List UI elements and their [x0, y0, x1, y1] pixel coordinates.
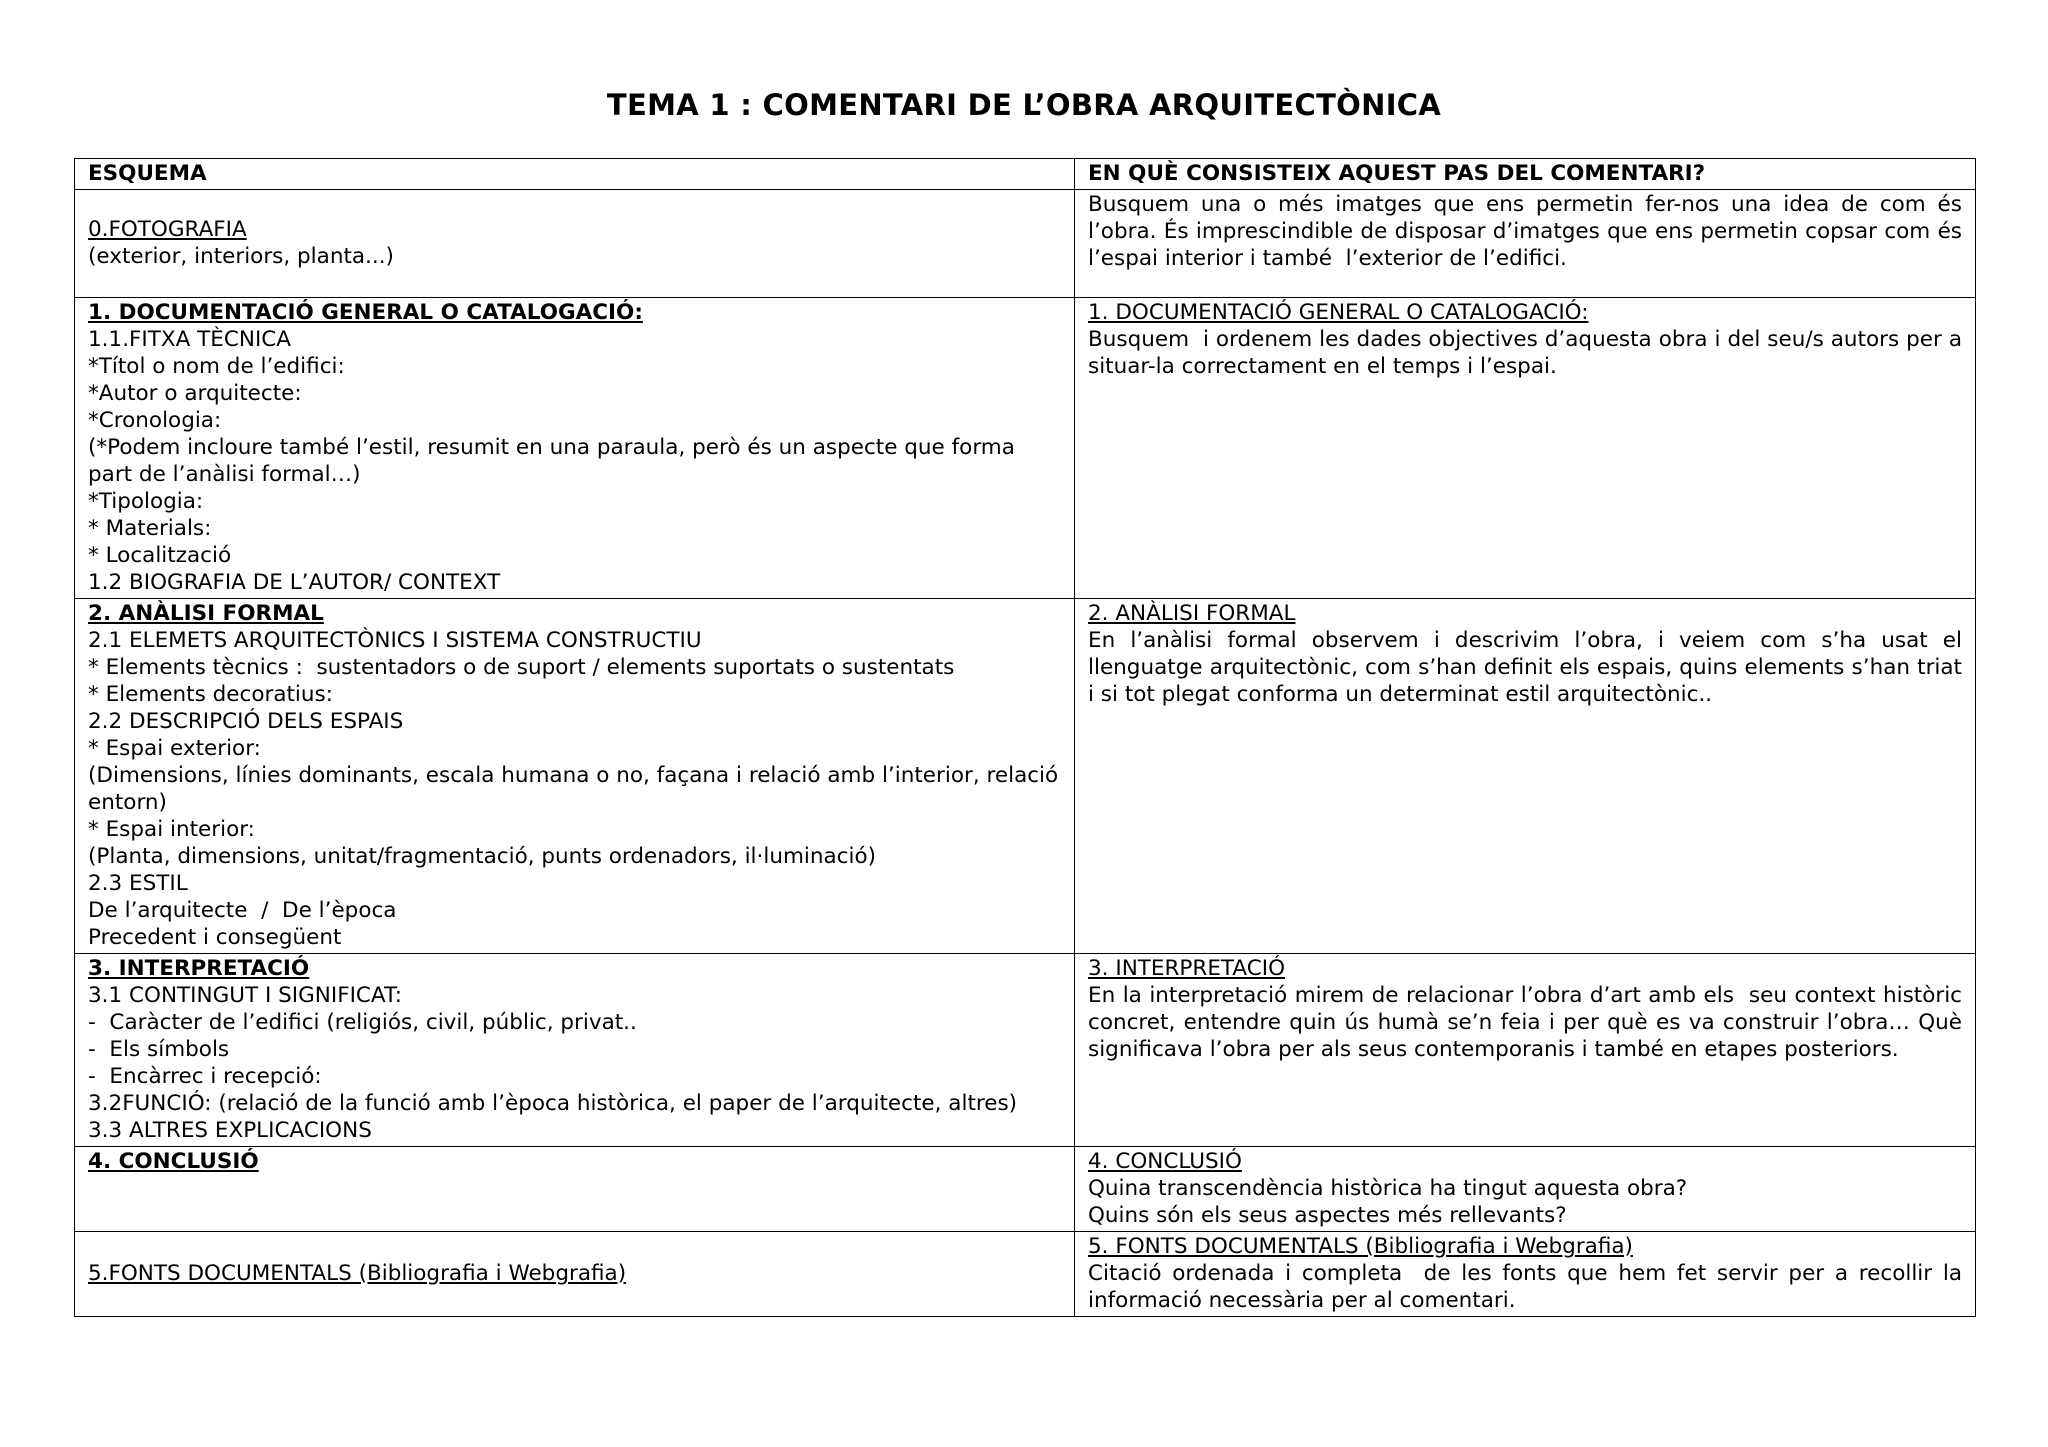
scheme-line: - Encàrrec i recepció:: [88, 1064, 322, 1089]
description-text: En l’anàlisi formal observem i descrivim l’obra, i veiem com s’ha usat el llenguatge arquitectònic, com s’han definit els espais, quins elements s’han triat i si tot plegat conforma un determinat estil arquitectònic..: [1088, 628, 1969, 707]
scheme-line: Precedent i consegüent: [88, 925, 342, 950]
section-heading: 0.FOTOGRAFIA: [88, 217, 247, 242]
scheme-line: 1.2 BIOGRAFIA DE L’AUTOR/ CONTEXT: [88, 570, 501, 595]
section-heading: 4. CONCLUSIÓ: [1088, 1149, 1242, 1174]
table-row: [75, 190, 1976, 298]
scheme-line: 2.2 DESCRIPCIÓ DELS ESPAIS: [88, 709, 404, 734]
description-cell-analisi-formal: [1075, 599, 1976, 954]
description-cell-interpretacio: [1075, 954, 1976, 1147]
section-heading: 1. DOCUMENTACIÓ GENERAL O CATALOGACIÓ:: [1088, 300, 1589, 325]
scheme-line: 3.2FUNCIÓ: (relació de la funció amb l’època històrica, el paper de l’arquitecte, altres): [88, 1091, 1018, 1116]
description-cell-fotografia: [1075, 190, 1976, 298]
scheme-line: 3.1 CONTINGUT I SIGNIFICAT:: [88, 983, 402, 1008]
header-consisteix: EN QUÈ CONSISTEIX AQUEST PAS DEL COMENTARI?: [1075, 159, 1976, 190]
description-text: En la interpretació mirem de relacionar l’obra d’art amb els seu context històric concret, entendre quin ús humà se’n feia i per què es va construir l’obra… Què significava l’obra per als seus contemporanis i també en etapes posteriors.: [1088, 983, 1969, 1062]
scheme-line: 2.1 ELEMETS ARQUITECTÒNICS I SISTEMA CONSTRUCTIU: [88, 628, 702, 653]
description-line: Quins són els seus aspectes més rellevants?: [1088, 1203, 1567, 1228]
description-text: Busquem una o més imatges que ens permetin fer-nos una idea de com és l’obra. És imprescindible de disposar d’imatges que ens permetin copsar com és l’espai interior i també l’exterior de l’edifici.: [1088, 192, 1976, 271]
scheme-line: (Dimensions, línies dominants, escala humana o no, façana i relació amb l’interior, relació entorn): [88, 763, 1066, 815]
scheme-line: *Títol o nom de l’edifici:: [88, 354, 345, 379]
scheme-cell-documentacio: [75, 298, 1075, 599]
scheme-line: * Localització: [88, 543, 232, 568]
description-text: Citació ordenada i completa de les fonts que hem fet servir per a recollir la informació necessària per al comentari.: [1088, 1261, 1969, 1313]
section-heading: 3. INTERPRETACIÓ: [1088, 956, 1285, 981]
description-cell-conclusio: [1075, 1147, 1976, 1232]
table-header-row: [75, 159, 1976, 190]
scheme-cell-conclusio: [75, 1147, 1075, 1232]
scheme-line: * Materials:: [88, 516, 212, 541]
scheme-line: - Els símbols: [88, 1037, 230, 1062]
scheme-line: *Cronologia:: [88, 408, 222, 433]
scheme-line: (Planta, dimensions, unitat/fragmentació, punts ordenadors, il·luminació): [88, 844, 877, 869]
section-heading: 5.FONTS DOCUMENTALS (Bibliografia i Webgrafia): [88, 1261, 627, 1286]
description-cell-documentacio: [1075, 298, 1976, 599]
scheme-line: * Espai exterior:: [88, 736, 261, 761]
section-heading: 3. INTERPRETACIÓ: [88, 956, 310, 981]
section-heading: 5. FONTS DOCUMENTALS (Bibliografia i Webgrafia): [1088, 1234, 1633, 1259]
scheme-line: * Elements decoratius:: [88, 682, 333, 707]
table-row: [75, 599, 1976, 954]
table-row: [75, 1147, 1976, 1232]
page-title: TEMA 1 : COMENTARI DE L’OBRA ARQUITECTÒNICA: [606, 88, 1442, 122]
table-row: [75, 298, 1976, 599]
description-cell-fonts: [1075, 1232, 1976, 1317]
description-line: Quina transcendència històrica ha tingut aquesta obra?: [1088, 1176, 1688, 1201]
scheme-line: * Espai interior:: [88, 817, 255, 842]
scheme-line: (exterior, interiors, planta...): [88, 244, 394, 269]
scheme-line: De l’arquitecte / De l’època: [88, 898, 397, 923]
scheme-line: (*Podem incloure també l’estil, resumit en una paraula, però és un aspecte que forma part de l’anàlisi formal…): [88, 435, 1022, 487]
description-text: Busquem i ordenem les dades objectives d’aquesta obra i del seu/s autors per a situar-la correctament en el temps i l’espai.: [1088, 327, 1969, 379]
section-heading: 4. CONCLUSIÓ: [88, 1149, 259, 1174]
table-row: [75, 954, 1976, 1147]
scheme-cell-interpretacio: [75, 954, 1075, 1147]
scheme-line: 3.3 ALTRES EXPLICACIONS: [88, 1118, 372, 1143]
scheme-line: *Tipologia:: [88, 489, 204, 514]
scheme-cell-analisi-formal: [75, 599, 1075, 954]
section-heading: 2. ANÀLISI FORMAL: [88, 601, 324, 626]
scheme-line: 1.1.FITXA TÈCNICA: [88, 327, 292, 352]
comment-scheme-table: [74, 158, 1976, 1317]
section-heading: 1. DOCUMENTACIÓ GENERAL O CATALOGACIÓ:: [88, 300, 643, 325]
header-esquema: ESQUEMA: [75, 159, 1075, 190]
scheme-line: *Autor o arquitecte:: [88, 381, 302, 406]
scheme-cell-fonts: [75, 1232, 1075, 1317]
scheme-line: - Caràcter de l’edifici (religiós, civil, públic, privat..: [88, 1010, 637, 1035]
scheme-line: * Elements tècnics : sustentadors o de suport / elements suportats o sustentats: [88, 655, 955, 680]
table-row: [75, 1232, 1976, 1317]
scheme-cell-fotografia: [75, 190, 1075, 298]
scheme-line: 2.3 ESTIL: [88, 871, 188, 896]
section-heading: 2. ANÀLISI FORMAL: [1088, 601, 1296, 626]
